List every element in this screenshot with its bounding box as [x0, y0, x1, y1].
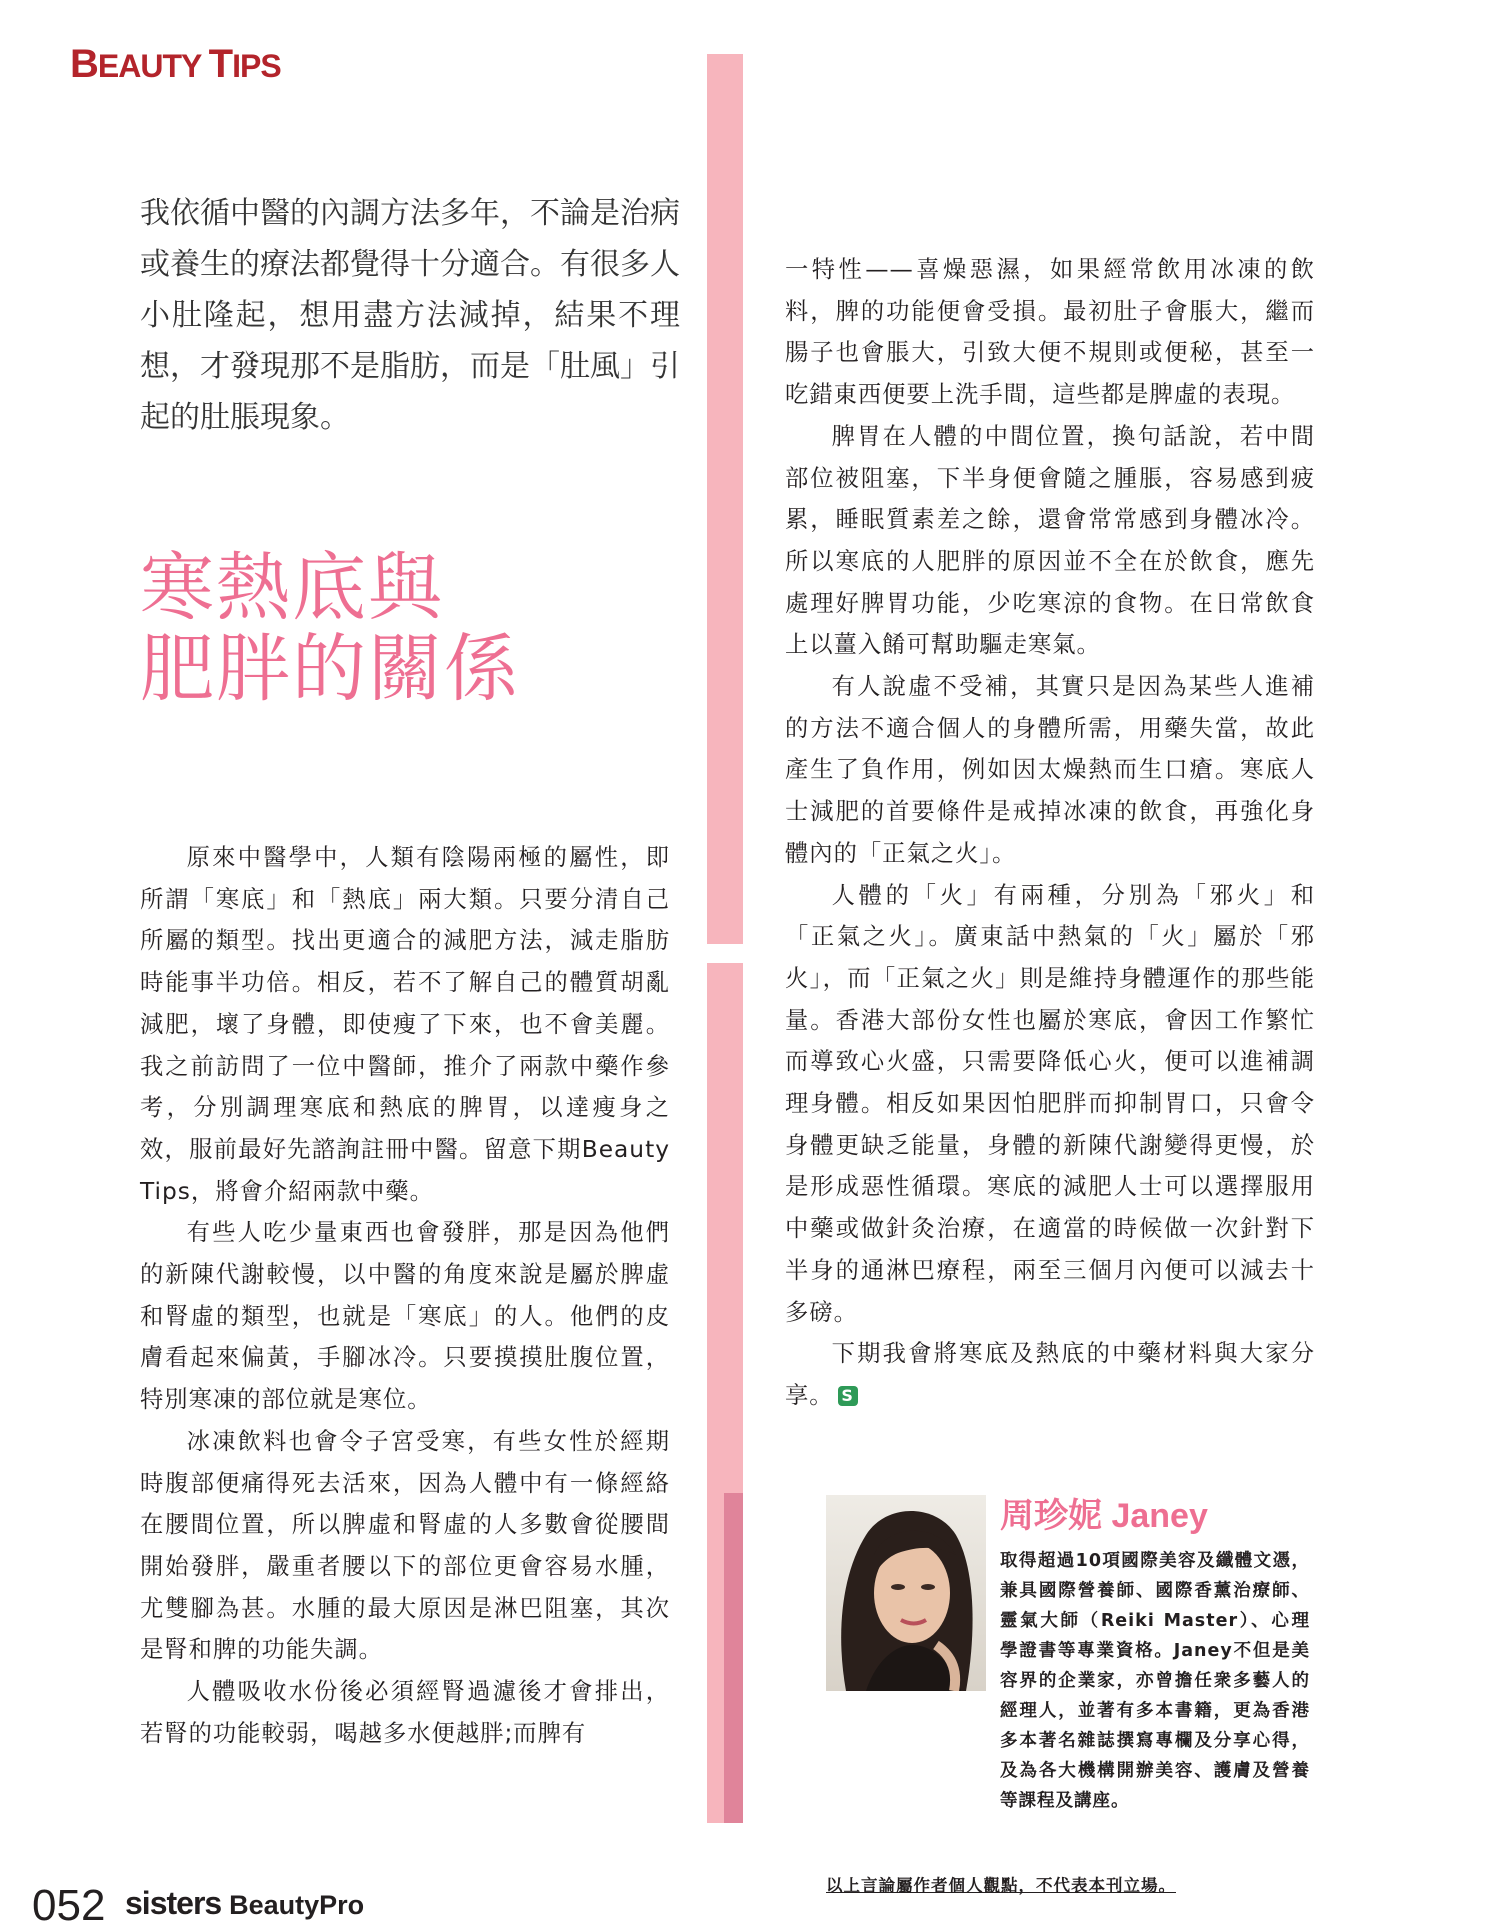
paragraph: 脾胃在人體的中間位置，換句話說，若中間部位被阻塞，下半身便會隨之腫脹，容易感到疲累，睡眠質素差之餘，還會常常感到身體冰冷。所以寒底的人肥胖的原因並不全在於飲食，應先處理好脾胃功能，少吃寒涼的食物。在日常飲食上以薑入餚可幫助驅走寒氣。	[785, 422, 1315, 659]
paragraph: 人體的「火」有兩種，分別為「邪火」和「正氣之火」。廣東話中熱氣的「火」屬於「邪火」，而「正氣之火」則是維持身體運作的那些能量。香港大部份女性也屬於寒底，會因工作繁忙而導致心火盛，只需要降低心火，便可以進補調理身體。相反如果因怕肥胖而抑制胃口，只會令身體更缺乏能量，身體的新陳代謝變得更慢，於是形成惡性循環。寒底的減肥人士可以選擇服用中藥或做針灸治療，在適當的時候做一次針對下半身的通淋巴療程，兩至三個月內便可以減去十多磅。	[785, 881, 1315, 1326]
paragraph: 有些人吃少量東西也會發胖，那是因為他們的新陳代謝較慢，以中醫的角度來說是屬於脾虛和腎虛的類型，也就是「寒底」的人。他們的皮膚看起來偏黃，手腳冰冷。只要摸摸肚腹位置，特別寒凍的部位就是寒位。	[140, 1219, 670, 1414]
headline-line-2: 肥胖的關係	[140, 626, 520, 713]
section-label-initial-2: T	[208, 42, 233, 86]
headline-line-1: 寒熱底與	[140, 545, 444, 631]
intro-paragraph: 我依循中醫的內調方法多年，不論是治病或養生的療法都覺得十分適合。有很多人小肚隆起，想用盡方法減掉，結果不理想，才發現那不是脂肪，而是「肚風」引起的肚脹現象。	[140, 196, 680, 435]
section-label-rest-2: IPS	[232, 48, 281, 84]
magazine-brand	[125, 1886, 364, 1921]
author-bio: 取得超過10項國際美容及纖體文憑，兼具國際營養師、國際香薰治療師、靈氣大師（Reiki Master）、心理學證書等專業資格。Janey不但是美容界的企業家，亦曾擔任衆多藝人的經理人，並著有多本書籍，更為香港多本著名雜誌撰寫專欄及分享心得，及為各大機構開辦美容、護膚及營養等課程及講座。	[1000, 1551, 1310, 1811]
paragraph: 原來中醫學中，人類有陰陽兩極的屬性，即所謂「寒底」和「熱底」兩大類。只要分清自己所屬的類型。找出更適合的減肥方法，減走脂肪時能事半功倍。相反，若不了解自己的體質胡亂減肥，壞了身體，即使瘦了下來，也不會美麗。我之前訪問了一位中醫師，推介了兩款中藥作參考，分別調理寒底和熱底的脾胃，以達瘦身之效，服前最好先諮詢註冊中醫。留意下期Beauty Tips，將會介紹兩款中藥。	[140, 844, 670, 1205]
section-label	[70, 42, 281, 87]
paragraph-last	[785, 1333, 1315, 1416]
author-portrait-image	[826, 1495, 986, 1691]
page-number: 052	[32, 1881, 106, 1930]
article-column-right	[785, 249, 1315, 1417]
section-label-initial-1: B	[70, 42, 98, 86]
paragraph-last-text: 下期我會將寒底及熱底的中藥材料與大家分享。	[785, 1340, 1315, 1409]
divider-bar-accent	[724, 1493, 743, 1823]
paragraph: 冰凍飲料也會令子宮受寒，有些女性於經期時腹部便痛得死去活來，因為人體中有一條經絡在腰間位置，所以脾虛和腎虛的人多數會從腰間開始發胖，嚴重者腰以下的部位更會容易水腫，尤雙腳為甚。水腫的最大原因是淋巴阻塞，其次是腎和脾的功能失調。	[140, 1427, 670, 1664]
paragraph: 人體吸收水份後必須經腎過濾後才會排出，若腎的功能較弱，喝越多水便越胖;而脾有	[140, 1678, 670, 1747]
brand-name: sisters	[125, 1885, 222, 1921]
disclaimer: 以上言論屬作者個人觀點，不代表本刊立場。	[826, 1876, 1176, 1895]
section-label-rest-1: EAUTY	[97, 48, 209, 84]
divider-bar-top	[707, 54, 743, 944]
article-column-left	[140, 837, 670, 1754]
end-mark-logo-icon: S	[838, 1386, 858, 1406]
author-name: 周珍妮 Janey	[1000, 1497, 1208, 1535]
paragraph: 有人說虛不受補，其實只是因為某些人進補的方法不適合個人的身體所需，用藥失當，故此產生了負作用，例如因太燥熱而生口瘡。寒底人士減肥的首要條件是戒掉冰凍的飲食，再強化身體內的「正氣之火」。	[785, 673, 1315, 867]
brand-sub: BeautyPro	[229, 1890, 365, 1920]
paragraph: 一特性——喜燥惡濕，如果經常飲用冰凍的飲料，脾的功能便會受損。最初肚子會脹大，繼而腸子也會脹大，引致大便不規則或便秘，甚至一吃錯東西便要上洗手間，這些都是脾虛的表現。	[785, 256, 1315, 409]
author-photo	[826, 1495, 986, 1691]
article-headline	[140, 545, 520, 713]
